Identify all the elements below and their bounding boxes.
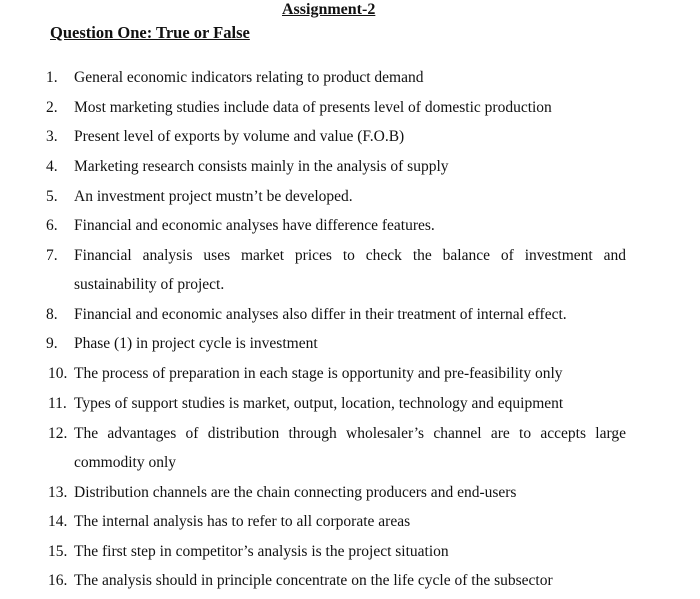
item-number: 10. <box>48 365 68 382</box>
item-number: 16. <box>48 572 68 589</box>
item-number: 4. <box>46 158 58 175</box>
item-text: The advantages of distribution through wholesaler’s channel are to accepts large commodity only <box>74 425 626 471</box>
item-number: 14. <box>48 513 68 530</box>
item-number: 15. <box>48 543 68 560</box>
item-number: 9. <box>46 335 58 352</box>
item-text: The analysis should in principle concentrate on the life cycle of the subsector <box>74 572 553 589</box>
item-number: 13. <box>48 484 68 501</box>
item-number: 8. <box>46 306 58 323</box>
item-number: 3. <box>46 128 58 145</box>
item-text: The internal analysis has to refer to all corporate areas <box>74 513 411 530</box>
item-text: Financial and economic analyses have difference features. <box>74 217 435 234</box>
item-text: Present level of exports by volume and value (F.O.B) <box>74 128 405 145</box>
item-number: 7. <box>46 247 58 264</box>
item-text: Distribution channels are the chain connecting producers and end-users <box>74 484 517 501</box>
item-number: 1. <box>46 69 58 86</box>
item-number: 11. <box>48 395 67 412</box>
item-number: 6. <box>46 217 58 234</box>
document-title: Assignment-2 <box>282 1 376 18</box>
item-text: Most marketing studies include data of presents level of domestic production <box>74 99 552 116</box>
item-text: Types of support studies is market, output, location, technology and equipment <box>74 395 564 412</box>
item-text: Marketing research consists mainly in the analysis of supply <box>74 158 449 175</box>
item-number: 2. <box>46 99 58 116</box>
item-number: 5. <box>46 188 58 205</box>
item-text: The first step in competitor’s analysis is the project situation <box>74 543 449 560</box>
item-text: Financial analysis uses market prices to check the balance of investment and sustainability of project. <box>74 247 626 293</box>
item-text: An investment project mustn’t be developed. <box>74 188 353 205</box>
item-text: General economic indicators relating to product demand <box>74 69 424 86</box>
item-text: Phase (1) in project cycle is investment <box>74 335 318 352</box>
section-heading: Question One: True or False <box>50 23 250 42</box>
item-text: Financial and economic analyses also differ in their treatment of internal effect. <box>74 306 567 323</box>
item-text: The process of preparation in each stage is opportunity and pre-feasibility only <box>74 365 563 382</box>
item-number: 12. <box>48 425 68 442</box>
